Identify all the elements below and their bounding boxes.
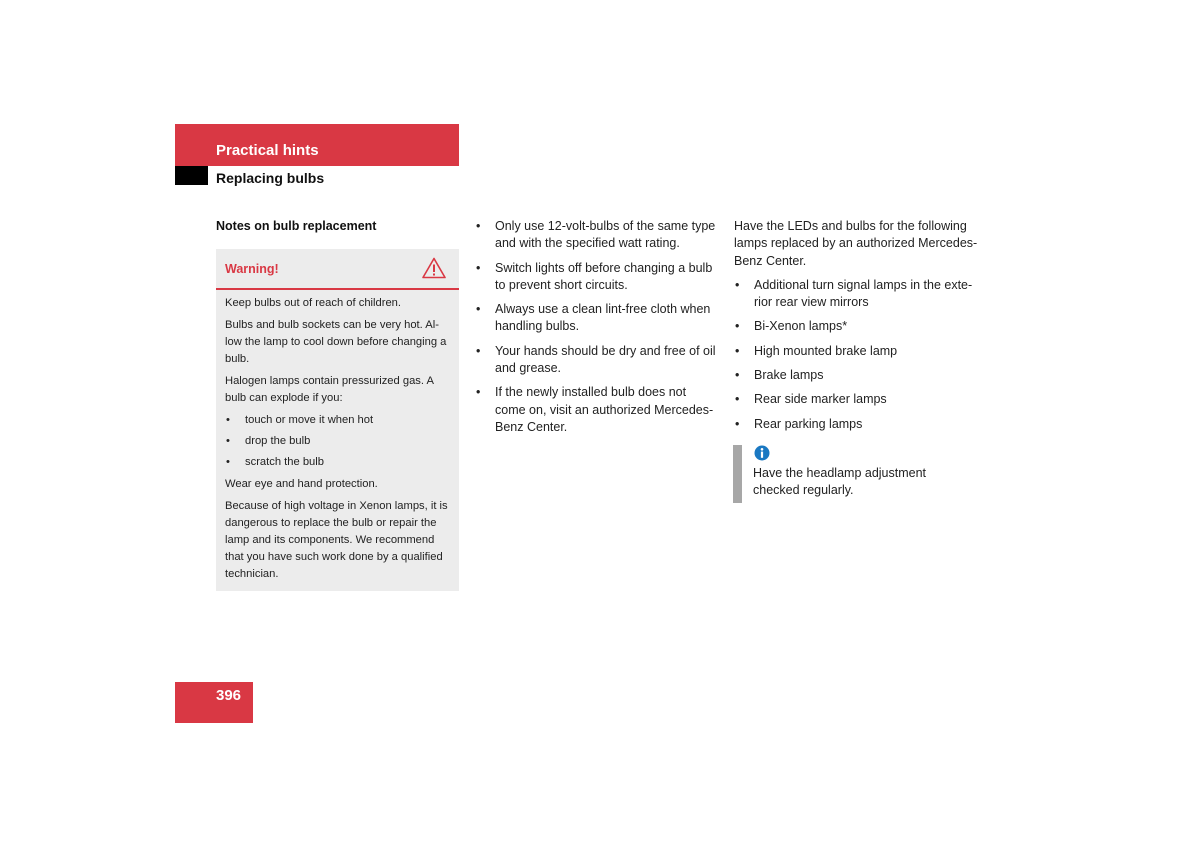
section-marker xyxy=(175,166,208,185)
list-item: • Only use 12-volt-bulbs of the same type and with the specified watt rating. xyxy=(475,218,720,253)
info-icon xyxy=(754,445,770,461)
list-item: • Brake lamps xyxy=(734,367,982,384)
page-number: 396 xyxy=(216,687,242,704)
warning-paragraph: Keep bulbs out of reach of children. xyxy=(225,297,402,309)
info-text: Have the headlamp adjustment checked regularly. xyxy=(753,466,927,498)
list-item: • If the newly installed bulb does not come on, visit an authorized Mercedes-Benz Center. xyxy=(475,384,720,436)
warning-header xyxy=(216,249,459,290)
warning-paragraph: Halogen lamps contain pressurized gas. A bulb can explode if you: xyxy=(225,375,434,404)
warning-triangle-icon xyxy=(422,257,446,279)
warning-paragraph: Wear eye and hand protection. xyxy=(225,478,378,490)
bullet-list xyxy=(734,277,982,433)
warning-box xyxy=(216,249,459,591)
info-bar xyxy=(733,445,742,503)
warning-list-item: • touch or move it when hot xyxy=(225,412,450,429)
list-item: • Rear side marker lamps xyxy=(734,391,982,408)
list-item: • High mounted brake lamp xyxy=(734,343,982,360)
column-3 xyxy=(734,218,982,440)
warning-paragraph: Because of high voltage in Xenon lamps, it is dangerous to replace the bulb or repair the lamp and its components. We recommend that you have such work done by a qualified technician. xyxy=(225,500,448,580)
page-title: Replacing bulbs xyxy=(216,170,325,186)
list-item: • Switch lights off before changing a bulb to prevent short circuits. xyxy=(475,260,720,295)
warning-list-item: • drop the bulb xyxy=(225,433,450,450)
section-title: Practical hints xyxy=(216,142,319,159)
bullet-list xyxy=(475,218,720,436)
column-heading: Notes on bulb replacement xyxy=(216,219,377,233)
list-item: • Additional turn signal lamps in the exte-rior rear view mirrors xyxy=(734,277,982,312)
list-item: • Bi-Xenon lamps* xyxy=(734,318,982,335)
warning-list-item: • scratch the bulb xyxy=(225,454,450,471)
warning-label: Warning! xyxy=(225,262,279,276)
warning-list xyxy=(225,412,450,471)
warning-paragraph: Bulbs and bulb sockets can be very hot. Al-low the lamp to cool down before changing a bulb. xyxy=(225,319,447,365)
list-item: • Always use a clean lint-free cloth when handling bulbs. xyxy=(475,301,720,336)
warning-body xyxy=(216,290,459,583)
page-number-box xyxy=(175,682,253,723)
list-item: • Your hands should be dry and free of oil and grease. xyxy=(475,343,720,378)
column-2 xyxy=(475,218,720,443)
info-note xyxy=(733,445,973,503)
intro-paragraph: Have the LEDs and bulbs for the following lamps replaced by an authorized Mercedes-Benz Center. xyxy=(734,219,978,268)
list-item: • Rear parking lamps xyxy=(734,416,982,433)
